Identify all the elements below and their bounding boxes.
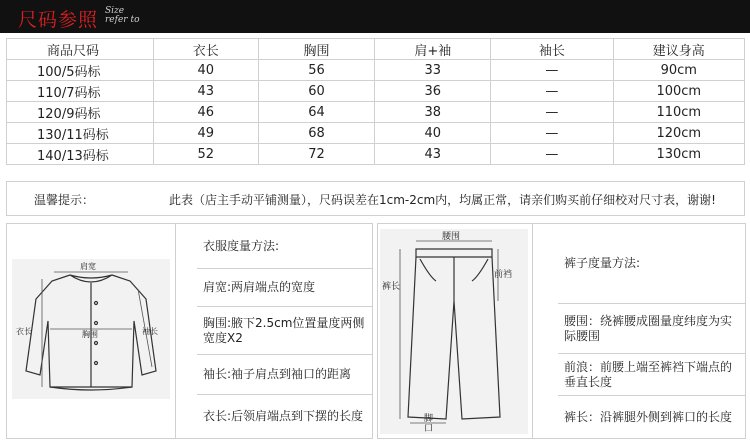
pants-item [558, 354, 745, 396]
tip-box [6, 181, 745, 216]
table-cell: 56 [258, 60, 374, 81]
table-row [7, 60, 745, 81]
shirt-item [197, 269, 372, 307]
pants-drawing-icon [380, 229, 528, 434]
table-cell: — [491, 102, 613, 123]
shirt-item [197, 224, 372, 269]
table-header-row [7, 39, 745, 60]
pants-item-text: 前浪：前腰上端至裤裆下端点的垂直长度 [564, 359, 733, 389]
shirt-item-text: 肩宽:两肩端点的宽度 [203, 280, 316, 294]
pants-item-text: 腰围：绕裤腰成圈量度纬度为实际腰围 [564, 313, 733, 343]
table-header-cell: 建议身高 [613, 39, 745, 60]
shirt-item [197, 307, 372, 355]
table-cell: 120/9码标 [7, 102, 154, 123]
pants-item-text: 裤长：沿裤腿外侧到裤口的长度 [564, 409, 733, 424]
table-cell: 100cm [613, 81, 745, 102]
shirt-drawing-icon [12, 259, 170, 399]
table-cell: 130/11码标 [7, 123, 154, 144]
table-row [7, 81, 745, 102]
header-banner [0, 0, 750, 33]
banner-title: 尺码参照 [18, 9, 99, 31]
pants-item [558, 224, 745, 304]
pants-label-waist: 腰围 [442, 232, 461, 242]
shirt-label-shoulder: 肩宽 [80, 262, 96, 271]
shirt-panel [6, 223, 373, 439]
shirt-item [197, 395, 372, 438]
shirt-item-text: 衣服度量方法: [203, 238, 280, 253]
shirt-item [197, 355, 372, 395]
banner-subtitle [105, 7, 139, 25]
pants-item [558, 304, 745, 354]
table-header-cell: 商品尺码 [7, 39, 154, 60]
pants-item [558, 396, 745, 438]
table-cell: 33 [375, 60, 491, 81]
table-cell: 130cm [613, 144, 745, 165]
table-cell: 64 [258, 102, 374, 123]
table-cell: 52 [153, 144, 258, 165]
table-cell: 140/13码标 [7, 144, 154, 165]
shirt-item-text: 胸围:腋下2.5cm位置量度两侧宽度X2 [203, 315, 365, 345]
table-cell: 110/7码标 [7, 81, 154, 102]
table-cell: 43 [375, 144, 491, 165]
pants-item-text: 裤子度量方法: [564, 256, 641, 270]
tip-text: 此表（店主手动平铺测量），尺码误差在1cm-2cm内，均属正常，请亲们购买前仔细校对尺寸表，谢谢! [169, 193, 716, 207]
shirt-label-chest: 胸围 [82, 330, 98, 339]
table-cell: 72 [258, 144, 374, 165]
table-cell: 46 [153, 102, 258, 123]
table-header-cell: 衣长 [153, 39, 258, 60]
table-cell: 120cm [613, 123, 745, 144]
shirt-divider [175, 224, 176, 438]
table-cell: 43 [153, 81, 258, 102]
table-cell: 100/5码标 [7, 60, 154, 81]
table-row [7, 102, 745, 123]
size-table [6, 38, 745, 165]
shirt-illustration [12, 259, 170, 399]
table-cell: — [491, 123, 613, 144]
table-cell: 68 [258, 123, 374, 144]
pants-label-hem: 脚 [424, 414, 434, 424]
banner-subtitle-line1: Size [105, 6, 125, 16]
table-cell: — [491, 60, 613, 81]
pants-illustration [380, 229, 528, 434]
table-row [7, 144, 745, 165]
table-cell: 36 [375, 81, 491, 102]
shirt-label-sleeve: 袖长 [142, 327, 158, 336]
pants-label-hem: 口 [424, 424, 434, 434]
table-cell: — [491, 144, 613, 165]
table-row [7, 123, 745, 144]
tip-label: 温馨提示： [34, 193, 95, 207]
banner-subtitle-line2: refer to [105, 15, 140, 25]
shirt-item-text: 衣长:后领肩端点到下摆的长度 [203, 409, 364, 423]
pants-label-rise: 前裆 [494, 270, 513, 280]
table-cell: 38 [375, 102, 491, 123]
pants-divider [532, 224, 533, 438]
table-cell: 40 [153, 60, 258, 81]
table-header-cell: 袖长 [491, 39, 613, 60]
table-cell: 40 [375, 123, 491, 144]
pants-label-length: 裤长 [382, 282, 401, 292]
pants-panel [377, 223, 746, 439]
table-header-cell: 肩+袖 [375, 39, 491, 60]
table-cell: 110cm [613, 102, 745, 123]
table-cell: — [491, 81, 613, 102]
table-cell: 49 [153, 123, 258, 144]
table-cell: 90cm [613, 60, 745, 81]
shirt-label-length: 衣长 [16, 327, 32, 336]
table-header-cell: 胸围 [258, 39, 374, 60]
shirt-item-text: 袖长:袖子肩点到袖口的距离 [203, 367, 352, 381]
table-cell: 60 [258, 81, 374, 102]
